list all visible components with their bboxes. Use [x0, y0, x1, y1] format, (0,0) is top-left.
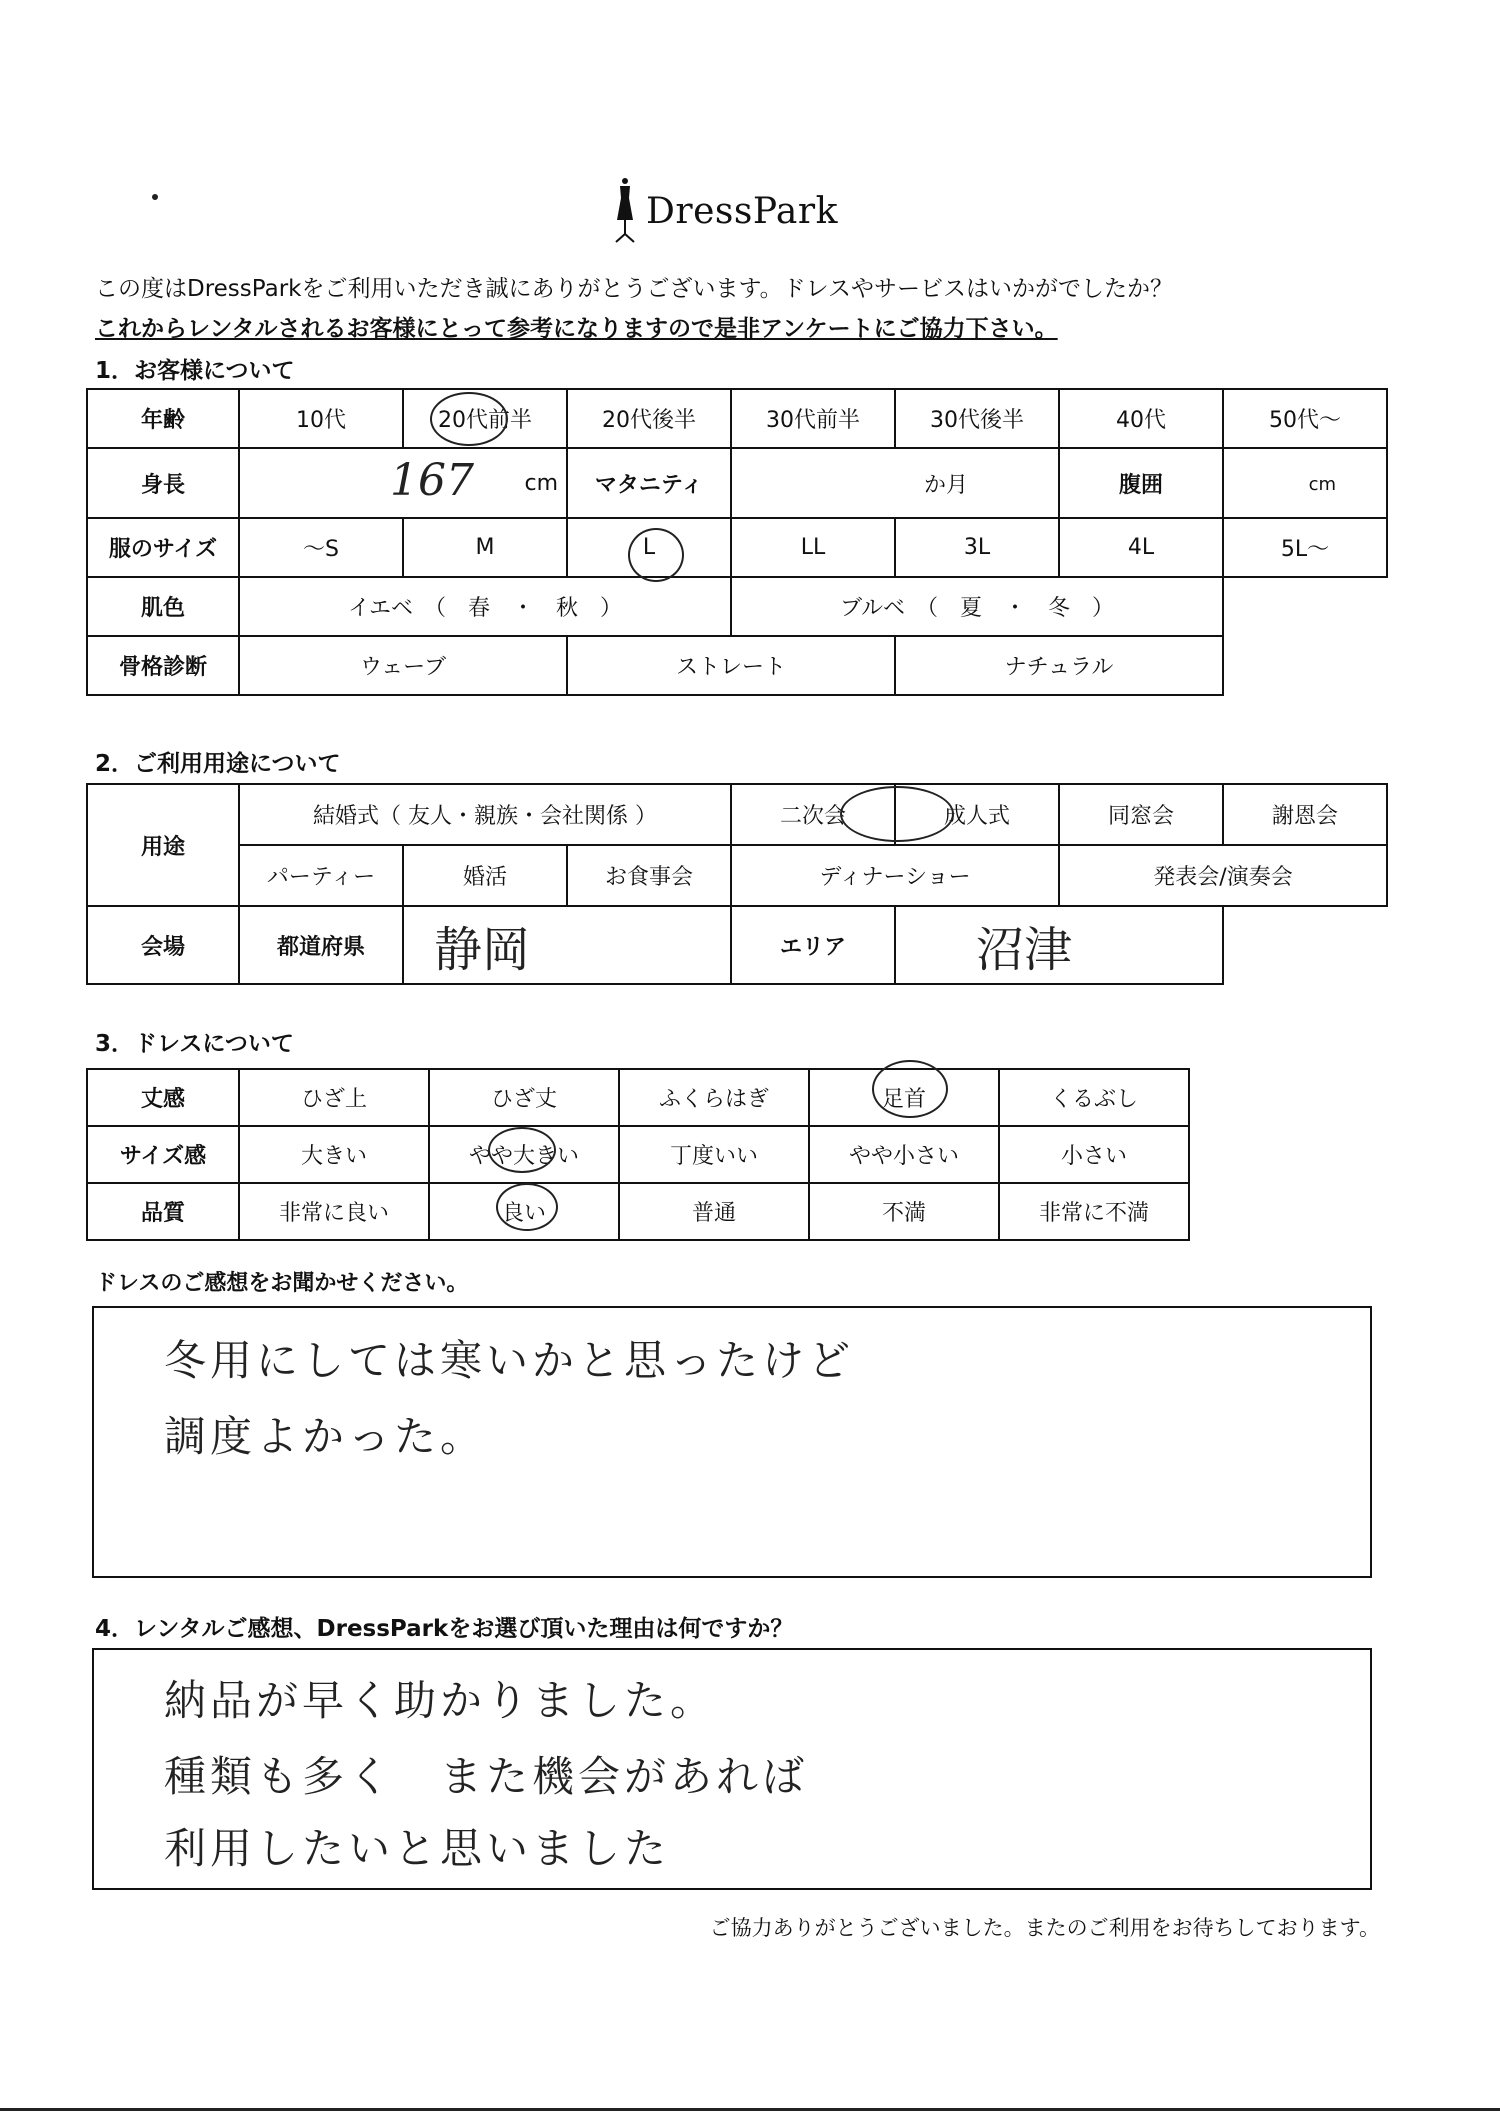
purpose-shaonkai[interactable]: 謝恩会: [1223, 784, 1387, 845]
frame-option[interactable]: ウェーブ: [239, 636, 567, 695]
venue-row: [87, 906, 1387, 984]
brand-logo: [612, 168, 872, 254]
footer-thanks: ご協力ありがとうございました。またのご利用をお待ちしております。: [709, 1916, 1380, 1940]
usage-table: [86, 783, 1388, 985]
quality-option[interactable]: 非常に不満: [999, 1183, 1189, 1240]
section-title-customer: 1．お客様について: [95, 358, 295, 384]
height-unit: cm: [524, 471, 558, 496]
age-option[interactable]: 20代後半: [567, 389, 731, 448]
purpose-happyoukai[interactable]: 発表会/演奏会: [1059, 845, 1387, 906]
size-option-selected[interactable]: L: [567, 518, 731, 577]
scan-speck: [152, 194, 158, 200]
purpose-dinner-show[interactable]: ディナーショー: [731, 845, 1059, 906]
skin-option-blue[interactable]: ブルベ （ 夏 ・ 冬 ）: [731, 577, 1223, 636]
purpose-party[interactable]: パーティー: [239, 845, 403, 906]
reason-line: 納品が早く助かりました。: [164, 1676, 717, 1725]
size-option[interactable]: M: [403, 518, 567, 577]
age-option[interactable]: 30代後半: [895, 389, 1059, 448]
age-option-selected[interactable]: 20代前半: [403, 389, 567, 448]
maternity-unit: か月: [923, 472, 968, 498]
prefecture-field[interactable]: [403, 906, 731, 984]
area-field[interactable]: [895, 906, 1223, 984]
fit-option[interactable]: やや小さい: [809, 1126, 999, 1183]
quality-option[interactable]: 普通: [619, 1183, 809, 1240]
length-row: [87, 1069, 1189, 1126]
section-title-usage: 2．ご利用用途について: [95, 751, 341, 777]
frame-option[interactable]: ナチュラル: [895, 636, 1223, 695]
waist-label: 腹囲: [1059, 448, 1223, 518]
skin-label: 肌色: [87, 577, 239, 636]
reason-line: 種類も多く また機会があれば: [164, 1752, 809, 1801]
purpose-wedding[interactable]: 結婚式（ 友人・親族・会社関係 ）: [239, 784, 731, 845]
fit-row: [87, 1126, 1189, 1183]
customer-table: [86, 388, 1388, 696]
age-row: [87, 389, 1387, 448]
purpose-label: 用途: [87, 784, 239, 906]
age-option[interactable]: 30代前半: [731, 389, 895, 448]
age-option[interactable]: 10代: [239, 389, 403, 448]
area-value: 沼津: [976, 921, 1073, 978]
section-title-reason: 4．レンタルご感想、DressParkをお選び頂いた理由は何ですか？: [95, 1616, 794, 1642]
size-option[interactable]: 5L～: [1223, 518, 1387, 577]
fit-option[interactable]: 丁度いい: [619, 1126, 809, 1183]
size-option[interactable]: 3L: [895, 518, 1059, 577]
intro-text: この度はDressParkをご利用いただき誠にありがとうございます。ドレスやサービスはいかがでしたか？: [95, 276, 1173, 302]
dress-form-icon: [612, 176, 638, 246]
maternity-label: マタニティ: [567, 448, 731, 518]
height-row: [87, 448, 1387, 518]
length-option[interactable]: くるぶし: [999, 1069, 1189, 1126]
height-label: 身長: [87, 448, 239, 518]
purpose-row-1: [87, 784, 1387, 845]
fit-label: サイズ感: [87, 1126, 239, 1183]
size-row: [87, 518, 1387, 577]
skin-option-yellow[interactable]: イエベ （ 春 ・ 秋 ）: [239, 577, 731, 636]
quality-option-selected[interactable]: 良い: [429, 1183, 619, 1240]
prefecture-value: 静岡: [434, 921, 531, 978]
quality-option[interactable]: 不満: [809, 1183, 999, 1240]
quality-label: 品質: [87, 1183, 239, 1240]
fit-option[interactable]: 小さい: [999, 1126, 1189, 1183]
age-option[interactable]: 50代～: [1223, 389, 1387, 448]
length-option[interactable]: ひざ丈: [429, 1069, 619, 1126]
section-title-dress: 3．ドレスについて: [95, 1031, 294, 1057]
frame-label: 骨格診断: [87, 636, 239, 695]
dress-table: [86, 1068, 1190, 1241]
reason-box[interactable]: [92, 1648, 1372, 1890]
purpose-seijinshiki[interactable]: 成人式: [895, 784, 1059, 845]
quality-option[interactable]: 非常に良い: [239, 1183, 429, 1240]
brand-name: DressPark: [646, 190, 838, 232]
venue-label: 会場: [87, 906, 239, 984]
dress-comment-box[interactable]: [92, 1306, 1372, 1578]
dress-comment-title: ドレスのご感想をお聞かせください。: [95, 1271, 469, 1296]
fit-option[interactable]: 大きい: [239, 1126, 429, 1183]
length-option[interactable]: ひざ上: [239, 1069, 429, 1126]
purpose-shokujikai[interactable]: お食事会: [567, 845, 731, 906]
frame-row: [87, 636, 1387, 695]
size-option[interactable]: ～S: [239, 518, 403, 577]
height-value: 167: [390, 455, 474, 506]
purpose-konkatsu[interactable]: 婚活: [403, 845, 567, 906]
prefecture-label: 都道府県: [239, 906, 403, 984]
dress-comment-line: 冬用にしては寒いかと思ったけど: [164, 1336, 855, 1385]
area-label: エリア: [731, 906, 895, 984]
size-option[interactable]: 4L: [1059, 518, 1223, 577]
height-field[interactable]: [239, 448, 567, 518]
waist-field[interactable]: [1223, 448, 1387, 518]
purpose-nijikai[interactable]: 二次会: [731, 784, 895, 845]
waist-unit: cm: [1308, 473, 1336, 495]
reason-line: 利用したいと思いました: [164, 1824, 671, 1873]
length-option[interactable]: ふくらはぎ: [619, 1069, 809, 1126]
quality-row: [87, 1183, 1189, 1240]
skin-row: [87, 577, 1387, 636]
intro-request: これからレンタルされるお客様にとって参考になりますので是非アンケートにご協力下さい。: [95, 316, 1058, 342]
fit-option-selected[interactable]: やや大きい: [429, 1126, 619, 1183]
maternity-field[interactable]: [731, 448, 1059, 518]
age-option[interactable]: 40代: [1059, 389, 1223, 448]
purpose-dousoukai[interactable]: 同窓会: [1059, 784, 1223, 845]
purpose-row-2: [87, 845, 1387, 906]
dress-comment-line: 調度よかった。: [164, 1412, 487, 1461]
length-option-selected[interactable]: 足首: [809, 1069, 999, 1126]
frame-option[interactable]: ストレート: [567, 636, 895, 695]
age-label: 年齢: [87, 389, 239, 448]
length-label: 丈感: [87, 1069, 239, 1126]
size-label: 服のサイズ: [87, 518, 239, 577]
bottom-edge-line: [0, 2108, 1500, 2111]
size-option[interactable]: LL: [731, 518, 895, 577]
